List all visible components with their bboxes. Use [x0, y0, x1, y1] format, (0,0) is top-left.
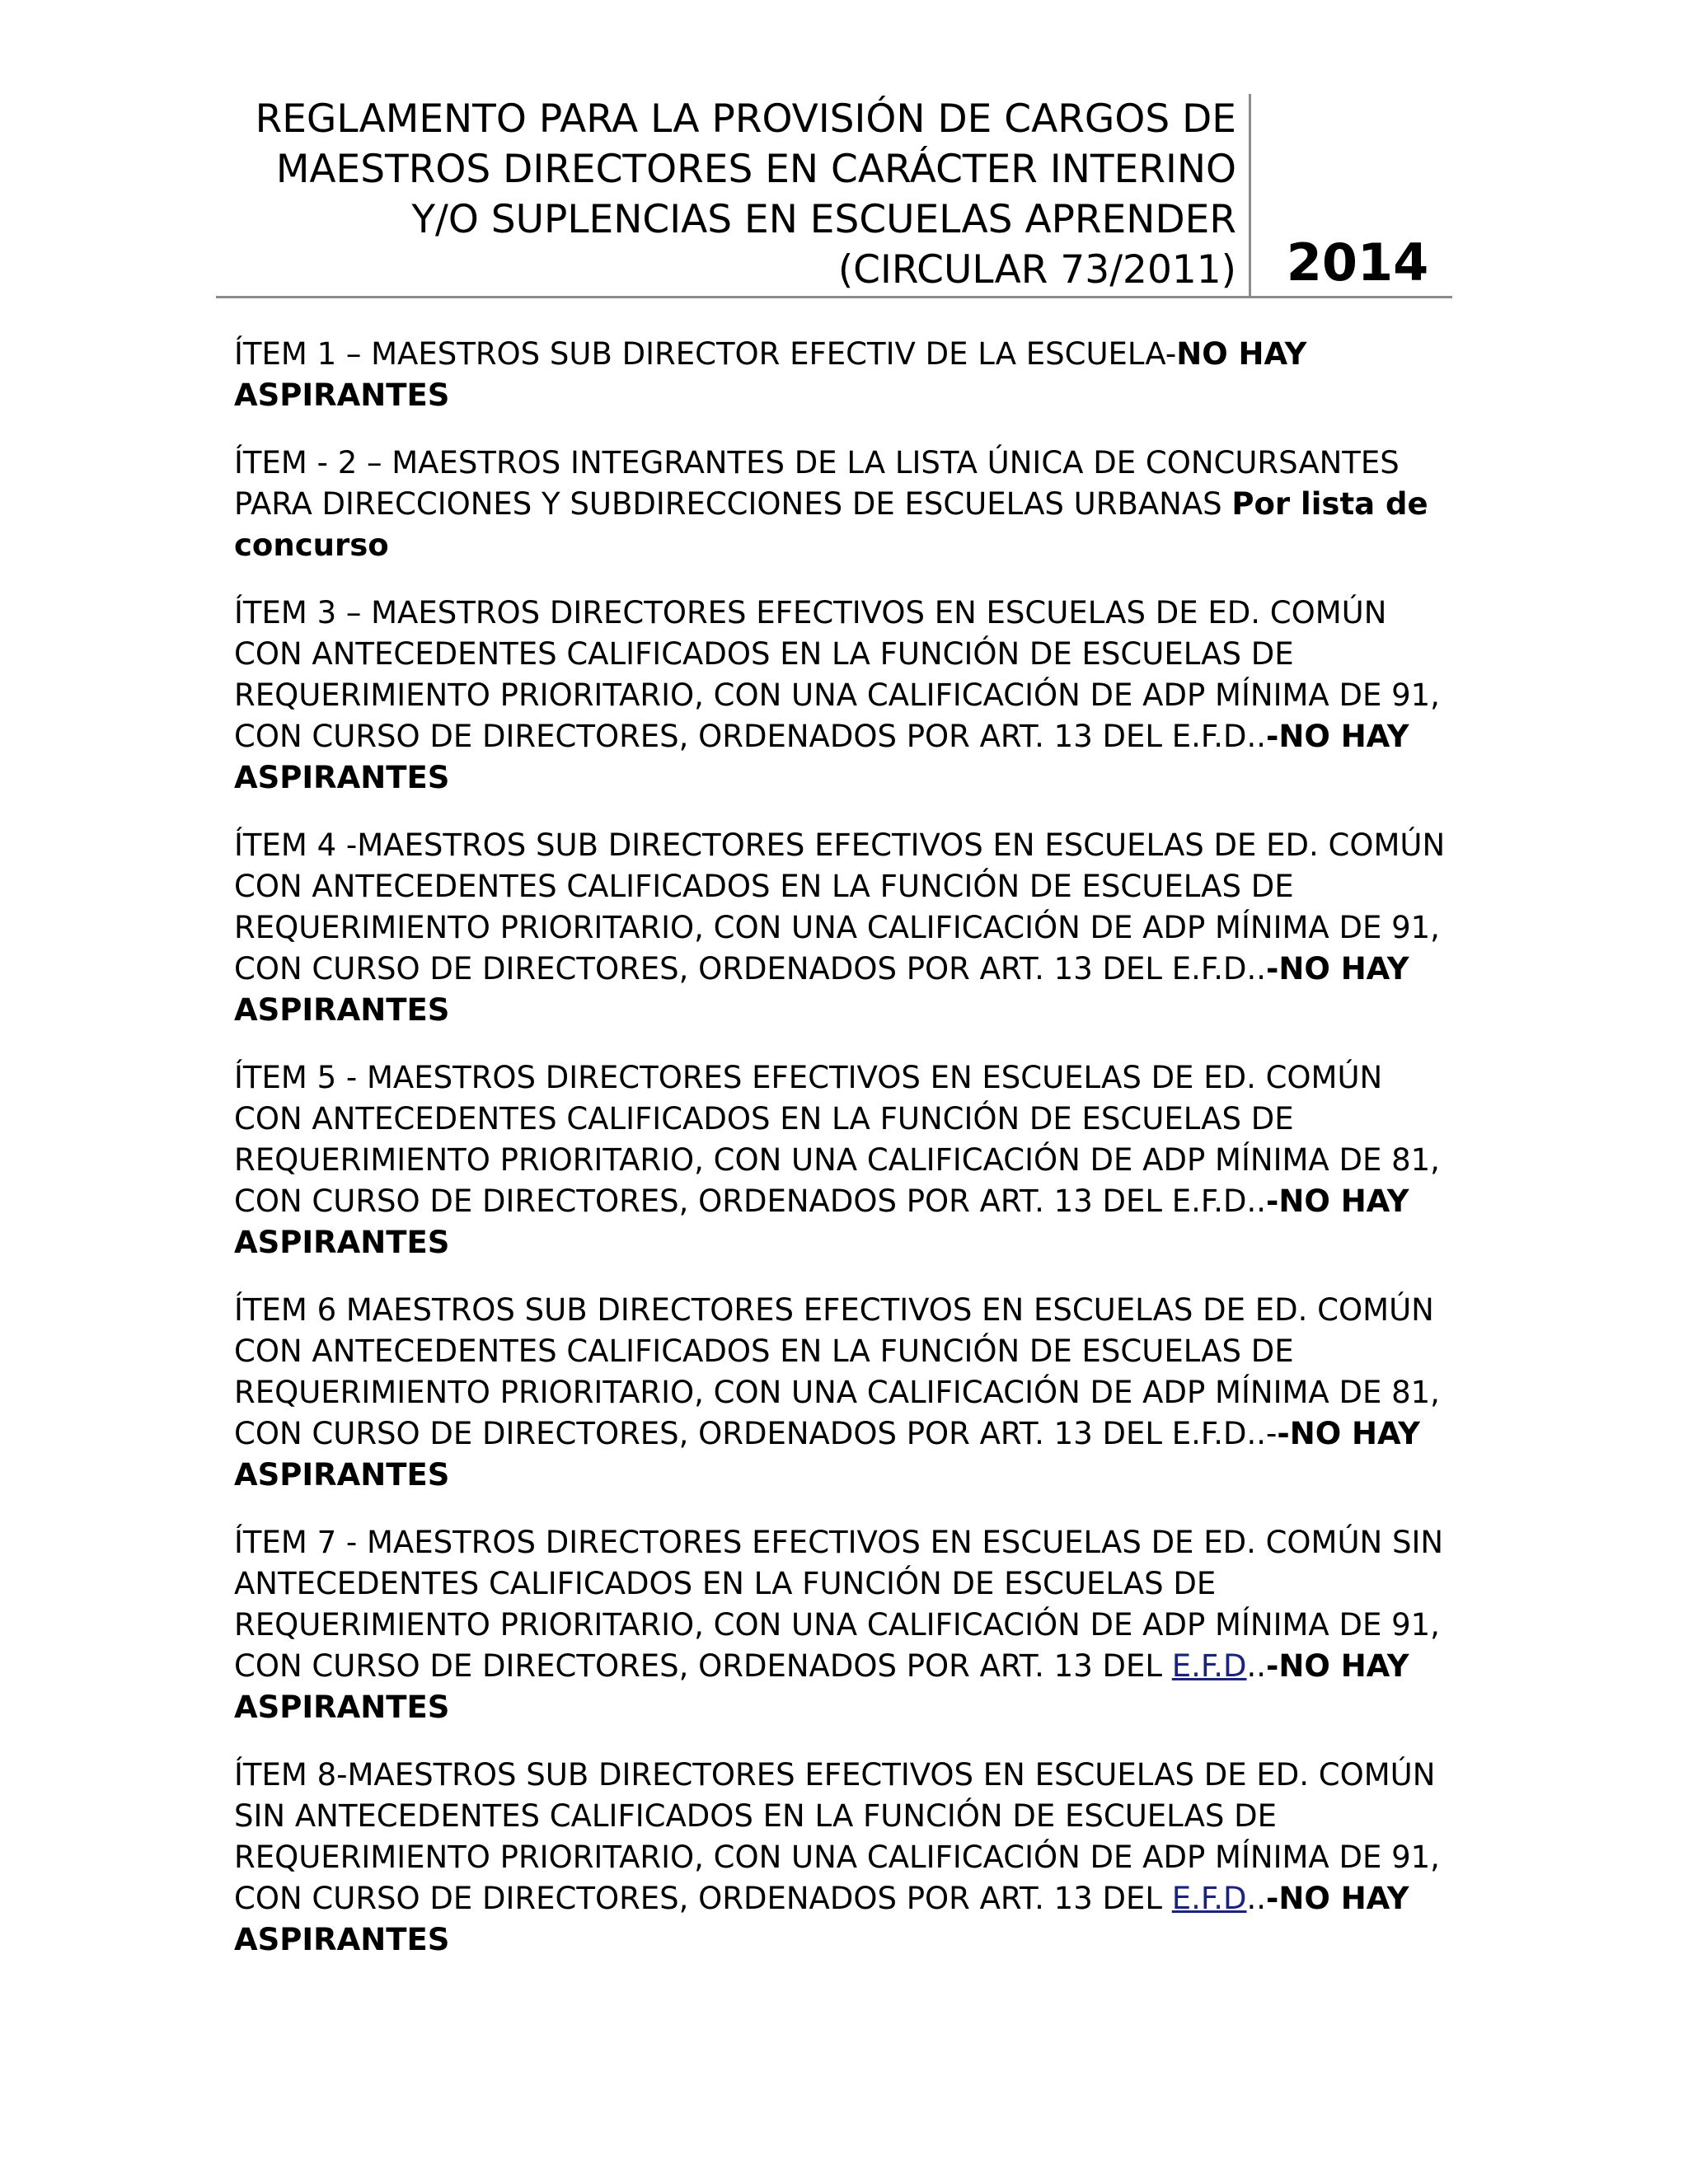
- document-year: 2014: [1286, 232, 1429, 293]
- title-line: (CIRCULAR 73/2011): [837, 247, 1236, 293]
- header-divider: [1249, 94, 1251, 296]
- item-status: Por lista de concurso: [234, 486, 1428, 563]
- item-2: [234, 443, 1450, 566]
- item-text-after: ..: [1246, 1648, 1267, 1684]
- document-header: [216, 94, 1452, 298]
- item-text: ÍTEM - 2 – MAESTROS INTEGRANTES DE LA LISTA ÚNICA DE CONCURSANTES PARA DIRECCIONES Y SUBDIRECCIONES DE ESCUELAS URBANAS: [234, 445, 1400, 522]
- item-status: -NO HAY ASPIRANTES: [234, 1648, 1409, 1725]
- item-status: -NO HAY ASPIRANTES: [234, 1416, 1420, 1493]
- item-3: [234, 593, 1450, 799]
- items-list: [234, 334, 1450, 1987]
- item-text: ÍTEM 5 - MAESTROS DIRECTORES EFECTIVOS EN ESCUELAS DE ED. COMÚN CON ANTECEDENTES CALIFICADOS EN LA FUNCIÓN DE ESCUELAS DE REQUERIMIENTO PRIORITARIO, CON UNA CALIFICACIÓN DE ADP MÍNIMA DE 81, CON CURSO DE DIRECTORES, ORDENADOS POR ART. 13 DEL E.F.D..: [234, 1060, 1440, 1219]
- item-4: [234, 825, 1450, 1031]
- item-status: NO HAY ASPIRANTES: [234, 336, 1307, 413]
- item-5: [234, 1057, 1450, 1263]
- item-text: ÍTEM 4 -MAESTROS SUB DIRECTORES EFECTIVOS EN ESCUELAS DE ED. COMÚN CON ANTECEDENTES CALIFICADOS EN LA FUNCIÓN DE ESCUELAS DE REQUERIMIENTO PRIORITARIO, CON UNA CALIFICACIÓN DE ADP MÍNIMA DE 91, CON CURSO DE DIRECTORES, ORDENADOS POR ART. 13 DEL E.F.D..: [234, 827, 1446, 987]
- item-text: ÍTEM 6 MAESTROS SUB DIRECTORES EFECTIVOS EN ESCUELAS DE ED. COMÚN CON ANTECEDENTES CALIFICADOS EN LA FUNCIÓN DE ESCUELAS DE REQUERIMIENTO PRIORITARIO, CON UNA CALIFICACIÓN DE ADP MÍNIMA DE 81, CON CURSO DE DIRECTORES, ORDENADOS POR ART. 13 DEL E.F.D..-: [234, 1292, 1440, 1451]
- item-text: ÍTEM 7 - MAESTROS DIRECTORES EFECTIVOS EN ESCUELAS DE ED. COMÚN SIN ANTECEDENTES CALIFICADOS EN LA FUNCIÓN DE ESCUELAS DE REQUERIMIENTO PRIORITARIO, CON UNA CALIFICACIÓN DE ADP MÍNIMA DE 91, CON CURSO DE DIRECTORES, ORDENADOS POR ART. 13 DEL: [234, 1525, 1444, 1684]
- item-8: [234, 1755, 1450, 1961]
- efd-link[interactable]: E.F.D: [1171, 1881, 1247, 1916]
- efd-link[interactable]: E.F.D: [1171, 1648, 1247, 1684]
- item-7: [234, 1522, 1450, 1728]
- item-status: -NO HAY ASPIRANTES: [234, 1881, 1409, 1957]
- title-line: Y/O SUPLENCIAS EN ESCUELAS APRENDER: [411, 197, 1236, 242]
- title-line: REGLAMENTO PARA LA PROVISIÓN DE CARGOS DE: [255, 96, 1236, 142]
- item-status: -NO HAY ASPIRANTES: [234, 719, 1409, 795]
- item-text-after: ..: [1246, 1881, 1267, 1916]
- item-1: [234, 334, 1450, 416]
- title-line: MAESTROS DIRECTORES EN CARÁCTER INTERINO: [275, 147, 1236, 192]
- item-6: [234, 1290, 1450, 1496]
- item-text: ÍTEM 3 – MAESTROS DIRECTORES EFECTIVOS EN ESCUELAS DE ED. COMÚN CON ANTECEDENTES CALIFICADOS EN LA FUNCIÓN DE ESCUELAS DE REQUERIMIENTO PRIORITARIO, CON UNA CALIFICACIÓN DE ADP MÍNIMA DE 91, CON CURSO DE DIRECTORES, ORDENADOS POR ART. 13 DEL E.F.D..: [234, 595, 1440, 754]
- document-title: [216, 94, 1236, 295]
- item-text: ÍTEM 8-MAESTROS SUB DIRECTORES EFECTIVOS EN ESCUELAS DE ED. COMÚN SIN ANTECEDENTES CALIFICADOS EN LA FUNCIÓN DE ESCUELAS DE REQUERIMIENTO PRIORITARIO, CON UNA CALIFICACIÓN DE ADP MÍNIMA DE 91, CON CURSO DE DIRECTORES, ORDENADOS POR ART. 13 DEL: [234, 1757, 1440, 1916]
- item-text: ÍTEM 1 – MAESTROS SUB DIRECTOR EFECTIV DE LA ESCUELA-: [234, 336, 1177, 372]
- item-status: -NO HAY ASPIRANTES: [234, 1183, 1409, 1260]
- item-status: -NO HAY ASPIRANTES: [234, 951, 1409, 1028]
